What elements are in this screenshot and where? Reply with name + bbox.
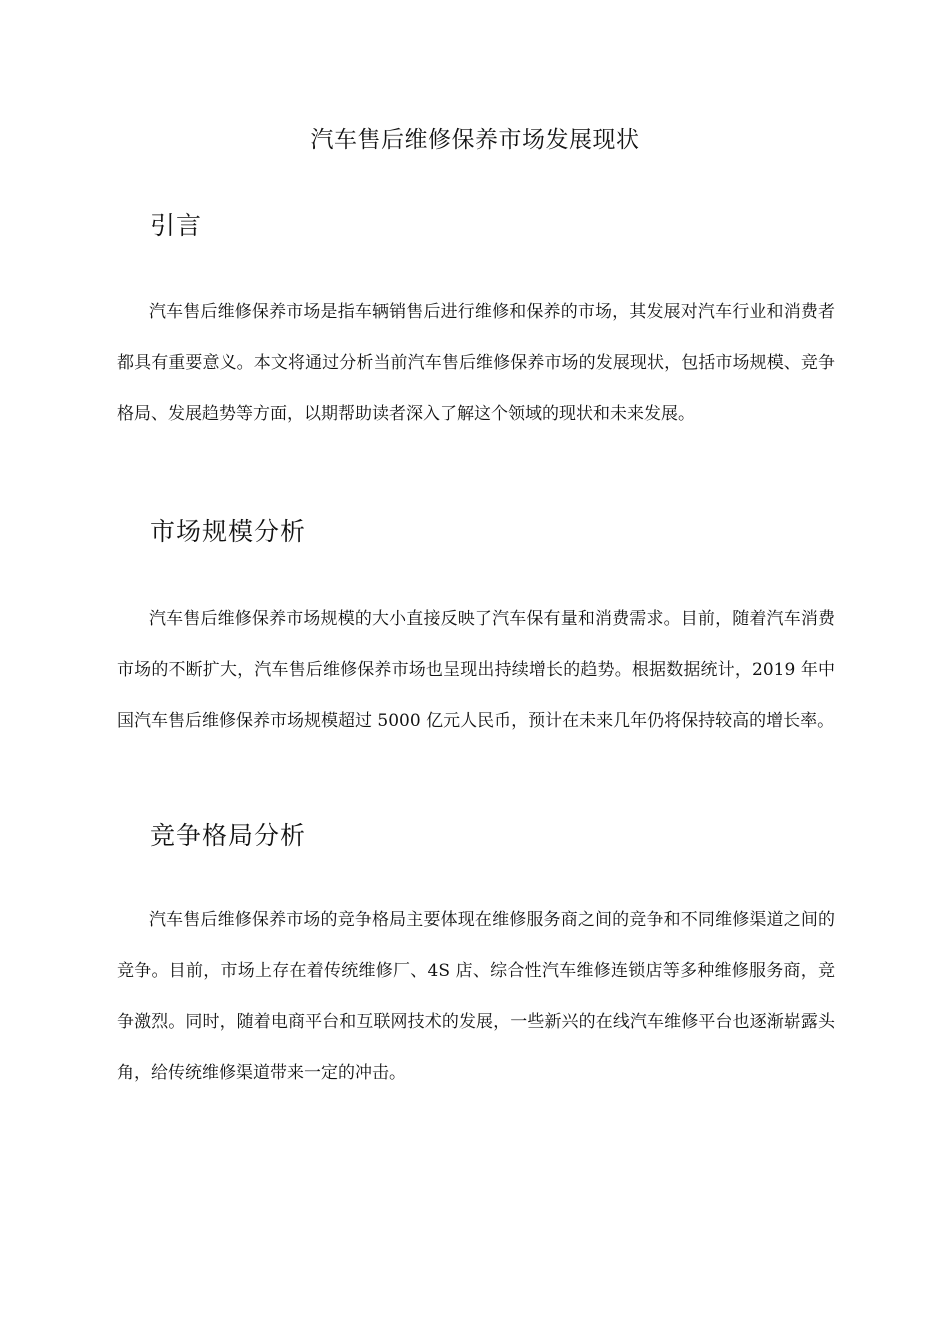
section-heading-market-size: 市场规模分析 — [150, 517, 307, 546]
section-heading-introduction: 引言 — [150, 211, 203, 240]
section-body-competition: 汽车售后维修保养市场的竞争格局主要体现在维修服务商之间的竞争和不同维修渠道之间的竞争。目前，市场上存在着传统维修厂、4S 店、综合性汽车维修连锁店等多种维修服务商，竞争激烈。同时，随着电商平台和互联网技术的发展，一些新兴的在线汽车维修平台也逐渐崭露头角，给传统维修渠道带来一定的冲击。 — [117, 910, 835, 1083]
section-heading-competition: 竞争格局分析 — [150, 821, 307, 850]
section-body-introduction: 汽车售后维修保养市场是指车辆销售后进行维修和保养的市场，其发展对汽车行业和消费者都具有重要意义。本文将通过分析当前汽车售后维修保养市场的发展现状，包括市场规模、竞争格局、发展趋势等方面，以期帮助读者深入了解这个领域的现状和未来发展。 — [117, 302, 835, 424]
document-title: 汽车售后维修保养市场发展现状 — [310, 127, 640, 153]
section-body-market-size: 汽车售后维修保养市场规模的大小直接反映了汽车保有量和消费需求。目前，随着汽车消费市场的不断扩大，汽车售后维修保养市场也呈现出持续增长的趋势。根据数据统计，2019 年中国汽车售后维修保养市场规模超过 5000 亿元人民币，预计在未来几年仍将保持较高的增长率。 — [117, 609, 835, 731]
